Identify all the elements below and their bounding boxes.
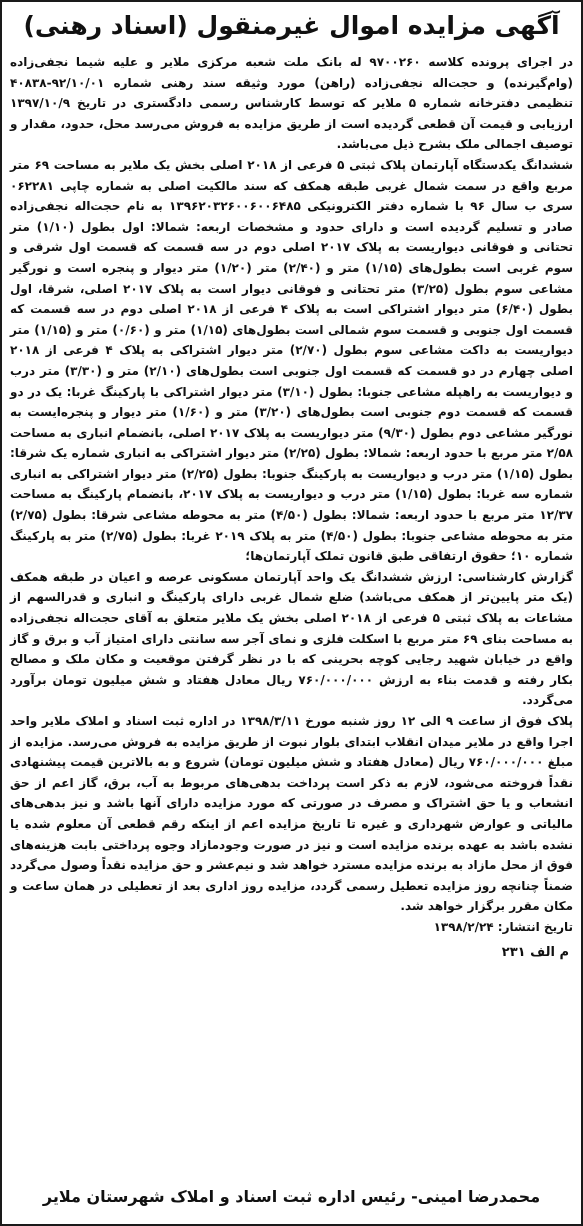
signature-line: محمدرضا امینی- رئیس اداره ثبت اسناد و املاک شهرستان ملایر [42,1187,541,1206]
notice-title: آگهی مزایده اموال غیرمنقول (اسناد رهنی) [23,11,560,40]
notice-paragraph-auction-terms: پلاک فوق از ساعت ۹ الی ۱۲ روز شنبه مورخ ۱۳۹۸/۳/۱۱ در اداره ثبت اسناد و املاک ملایر واحد اجرا واقع در ملایر میدان انقلاب ابتدای بلوار نبوت از طریق مزایده به فروش می‌رسد. مزایده از مبلغ ۷۶۰/۰۰۰/۰۰۰ ریال (معادل هفتاد و شش میلیون تومان) شروع و به بالاترین قیمت پیشنهادی نقداً فروخته می‌شود، لازم به ذکر است پرداخت بدهی‌های مربوط به آب، برق، گاز اعم از حق انشعاب و یا حق اشتراک و مصرف در صورتی که مورد مزایده دارای آنها باشد و نیز بدهی‌های مالیاتی و عوارض شهرداری و غیره تا تاریخ مزایده اعم از اینکه رقم قطعی آن معلوم شده یا نشده باشد به عهده برنده مزایده است و نیز در صورت وجودمازاد وجوه پرداختی بابت هزینه‌های فوق از محل مازاد به برنده مزایده مسترد خواهد شد و نیم‌عشر و حق مزایده نقداً وصول می‌گردد ضمناً چنانچه روز مزایده تعطیل رسمی گردد، مزایده روز اداری بعد از تعطیلی در همان ساعت و مکان مقرر برگزار خواهد شد. [9,714,573,914]
notice-paragraph-expert-report: گزارش کارشناسی: ارزش ششدانگ یک واحد آپارتمان مسکونی عرصه و اعیان در طبقه همکف (یک متر پایین‌تر از همکف می‌باشد) ضلع شمال غربی دارای پارکینگ و انباری و قدرالسهم از مشاعات به پلاک ثبتی ۵ فرعی از ۲۰۱۸ اصلی بخش یک ملایر متعلق به آقای حجت‌اله نجفی‌زاده به مساحت بنای ۶۹ متر مربع با اسکلت فلزی و نمای آجر سه سانتی دارای امتیاز آب و برق و گاز واقع در خیابان شهید رجایی کوچه بحرینی که با در نظر گرفتن موقعیت و مکان ملک و مصالح بکار رفته و قدمت بناء به ارزش ۷۶۰/۰۰۰/۰۰۰ ریال معادل هفتاد و شش میلیون تومان برآورد می‌گردد. [10,569,574,708]
publish-date: تاریخ انتشار: ۱۳۹۸/۲/۲۴ [433,919,573,934]
notice-body [10,52,573,938]
notice-paragraph-case: در اجرای پرونده کلاسه ۹۷۰۰۲۶۰ له بانک ملت شعبه مرکزی ملایر و علیه شیما نجفی‌زاده (وام‌گیرنده) و حجت‌اله نجفی‌زاده (راهن) مورد وثیقه سند رهنی شماره ۹۲/۱۰/۰۱-۴۰۸۳۸ تنظیمی دفترخانه شماره ۵ ملایر که توسط کارشناس رسمی دادگستری در تاریخ ۱۳۹۷/۱۰/۹ ارزیابی و قیمت آن قطعی گردیده است از طریق مزایده به فروش می‌رسد محل، حدود، مقدار و توصیف اجمالی ملک بشرح ذیل می‌باشد. [10,55,574,152]
notice-paragraph-property-description: ششدانگ یکدستگاه آپارتمان پلاک ثبتی ۵ فرعی از ۲۰۱۸ اصلی بخش یک ملایر به مساحت ۶۹ متر مربع واقع در سمت شمال غربی طبقه همکف که سند مالکیت اصلی به شماره چاپی ۰۶۲۲۸۱ سری ب سال ۹۶ با شماره دفتر الکترونیکی ۱۳۹۶۲۰۳۲۶۰۰۶۰۰۶۴۸۵ به نام حجت‌اله نجفی‌زاده صادر و تسلیم گردیده است و دارای حدود و مشخصات اربعه: شمالا: اول بطول (۱/۱۰) متر تحتانی و فوقانی دیواریست به پلاک ۲۰۱۷ اصلی دوم در سه قسمت که قسمت اول شرقی و سوم غربی است بطول‌های (۱/۱۵) متر و (۲/۴۰) متر (۱/۲۰) متر دیوار و پنجره است و نورگیر مشاعی سوم بطول (۳/۲۵) متر تحتانی و فوقانی دیوار است به پلاک ۲۰۱۷ اصلی، شرقا، اول بطول (۶/۴۰) متر دیوار اشتراکی است به پلاک ۴ فرعی از ۲۰۱۸ اصلی دوم در سه قسمت که قسمت اول جنوبی و قسمت سوم شمالی است بطول‌های (۱/۱۵) متر و (۰/۶۰) متر و (۱/۱۵) متر دیواریست به داکت مشاعی سوم بطول (۲/۷۰) متر دیوار اشتراکی به پلاک ۴ فرعی از ۲۰۱۸ اصلی چهارم در دو قسمت که قسمت اول جنوبی است بطول‌های (۲/۱۰) متر و (۳/۳۰) متر درب و دیواریست به راهپله مشاعی جنوبا: بطول (۳/۱۰) متر دیوار اشتراکی با پارکینگ غربا: یک در دو قسمت که قسمت دوم جنوبی است بطول‌های (۳/۲۰) متر و (۱/۶۰) متر دیوار و پنجره‌ایست به نورگیر مشاعی دوم بطول (۹/۳۰) متر دیواریست به پلاک ۲۰۱۷ اصلی، بانضمام انباری به مساحت ۲/۵۸ متر مربع با حدود اربعه: شمالا: بطول (۲/۲۵) متر دیوار اشتراکی به انباری شماره یک شرقا: بطول (۱/۱۵) متر درب و دیواریست به پارکینگ جنوبا: بطول (۲/۲۵) متر دیوار اشتراکی به انباری شماره سه غربا: بطول (۱/۱۵) متر درب و دیواریست به پلاک ۲۰۱۷، بانضمام پارکینگ به مساحت ۱۲/۳۷ متر مربع با حدود اربعه: شمالا: بطول (۴/۵۰) متر به محوطه مشاعی شرقا: بطول (۲/۷۵) متر به محوطه مشاعی جنوبا: بطول (۴/۵۰) متر به پلاک ۲۰۱۹ غربا: بطول (۲/۷۵) متر به پارکینگ شماره ۱۰؛ حقوق ارتفاقی طبق قانون تملک آپارتمان‌ها؛ [10,157,574,564]
reference-code: م الف ۲۳۱ [501,944,569,960]
